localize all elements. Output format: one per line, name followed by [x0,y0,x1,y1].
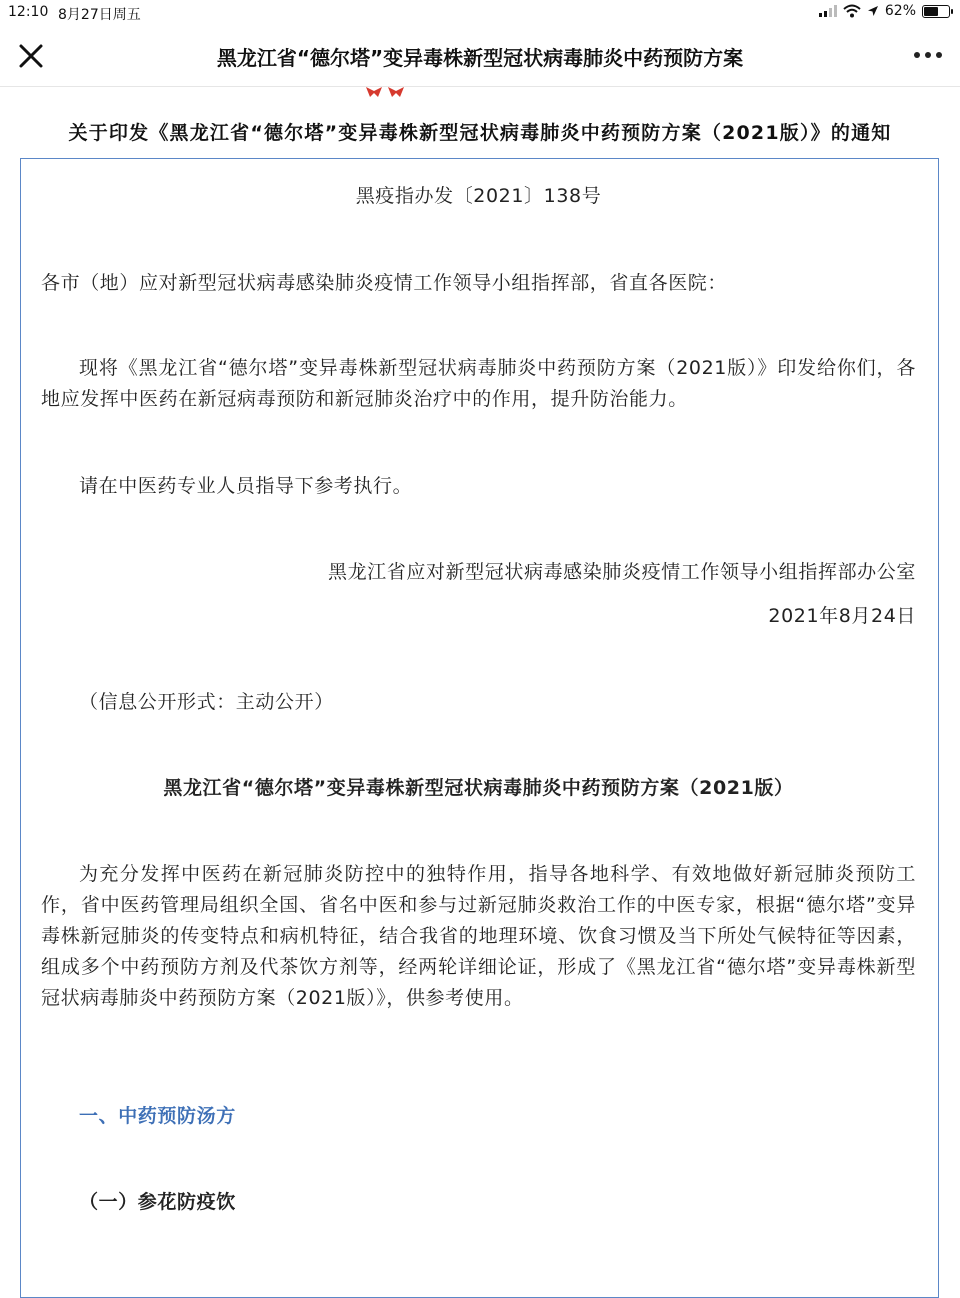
body-paragraph-3: 为充分发挥中医药在新冠肺炎防控中的独特作用，指导各地科学、有效地做好新冠肺炎预防工作，省中医药管理局组织全国、省名中医和参与过新冠肺炎救治工作的中医专家，根据“德尔塔”变异毒株新冠肺炎的传变特点和病机特征，结合我省的地理环境、饮食习惯及当下所处气候特征等因素，组成多个中药预防方剂及代茶饮方剂等，经两轮详细论证，形成了《黑龙江省“德尔塔”变异毒株新型冠状病毒肺炎中药预防方案（2021版）》，供参考使用。 [41,863,916,1009]
plan-title: 黑龙江省“德尔塔”变异毒株新型冠状病毒肺炎中药预防方案（2021版） [163,777,794,799]
section-heading-1: 一、中药预防汤方 [79,1105,236,1127]
body-paragraph-1: 现将《黑龙江省“德尔塔”变异毒株新型冠状病毒肺炎中药预防方案（2021版）》印发给你们，各地应发挥中医药在新冠病毒预防和新冠肺炎治疗中的作用，提升防治能力。 [41,357,916,410]
nav-title: 黑龙江省“德尔塔”变异毒株新型冠状病毒肺炎中药预防方案 [216,46,744,70]
status-bar [0,0,960,26]
issue-date: 2021年8月24日 [768,605,916,627]
notice-title: 关于印发《黑龙江省“德尔塔”变异毒株新型冠状病毒肺炎中药预防方案（2021版）》的通知 [68,122,892,144]
location-arrow-icon [867,5,879,17]
issuer: 黑龙江省应对新型冠状病毒感染肺炎疫情工作领导小组指挥部办公室 [327,561,916,583]
wifi-icon [843,4,861,18]
cellular-signal-icon [819,5,837,17]
subsection-heading-1: （一）参花防疫饮 [79,1191,236,1213]
battery-icon [922,5,950,18]
public-form: （信息公开形式：主动公开） [79,691,334,713]
nav-bar [0,26,960,87]
status-right-group [819,3,950,19]
decorative-ribbon-icon [364,85,406,99]
more-icon[interactable] [914,52,942,58]
status-time: 12:10 [8,4,49,20]
body-paragraph-2: 请在中医药专业人员指导下参考执行。 [79,475,413,497]
addressee: 各市（地）应对新型冠状病毒感染肺炎疫情工作领导小组指挥部，省直各医院： [41,272,728,294]
close-icon[interactable] [14,39,48,73]
battery-percent: 62% [884,3,916,19]
doc-number: 黑疫指办发〔2021〕138号 [355,185,602,207]
document-frame [20,158,939,1298]
status-date: 8月27日周五 [58,7,141,23]
